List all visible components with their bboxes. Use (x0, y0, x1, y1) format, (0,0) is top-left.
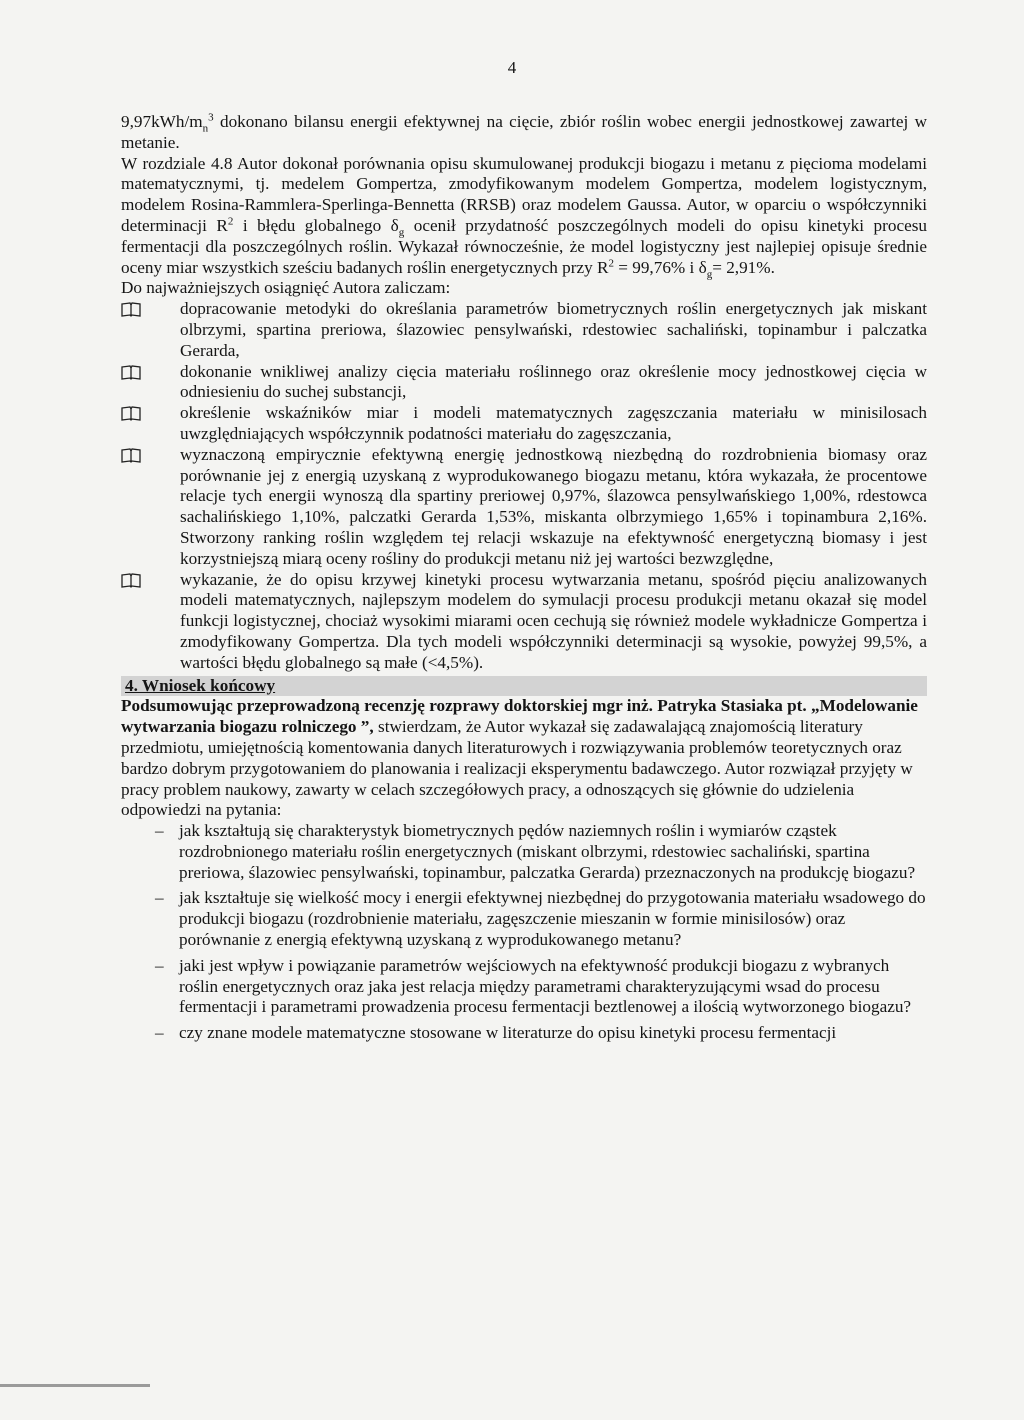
r2-superscript: 2 (227, 215, 234, 228)
delta-subscript: g (398, 226, 405, 239)
dash-marker: – (155, 1023, 164, 1043)
achievement-text: wykazanie, że do opisu krzywej kinetyki procesu wytwarzania metanu, spośród pięciu analizowanych modeli matematycznych, najlepszym modelem do symulacji procesu produkcji metanu okazał się model funkcji logistycznej, chociaż wysokimi miarami ocen cechują się również modele wykładnicze Gompertza i zmodyfikowany Gompertza. Dla tych modeli współczynniki determinacji są wysokie, powyżej 99,5%, a wartości błędu globalnego są małe (<4,5%). (180, 569, 927, 672)
document-body (121, 112, 927, 1044)
chapter-summary-paragraph (121, 154, 927, 279)
intro-paragraph (121, 112, 927, 154)
book-icon (121, 365, 141, 380)
delta-subscript-2: g (706, 268, 713, 281)
achievement-item (121, 362, 927, 404)
question-item (121, 888, 927, 950)
question-item (121, 956, 927, 1018)
questions-list (121, 821, 927, 1044)
question-text: jak kształtuje się wielkość mocy i energii efektywnej niezbędnej do przygotowania materiału wsadowego do produkcji biogazu (rozdrobnienie materiału, zagęszczenie mieszanin w formie minisilosów) oraz porównanie z energią efektywną uzyskaną z wyprodukowanego metanu? (179, 888, 926, 950)
dash-marker: – (155, 955, 164, 975)
conclusion-bold-intro: Podsumowując przeprowadzoną recenzję rozprawy doktorskiej mgr inż. Patryka Stasiaka pt. „Modelowanie wytwarzania biogazu rolniczego ”, (121, 696, 918, 737)
question-item (121, 1023, 927, 1044)
book-icon (121, 573, 141, 588)
scan-edge-line (0, 1384, 150, 1387)
unit-superscript: 3 (208, 111, 214, 124)
achievement-text: wyznaczoną empirycznie efektywną energię jednostkową niezbędną do rozdrobnienia biomasy oraz porównanie jej z energią uzyskaną z wyprodukowanego biogazu metanu, która wykazała, że procentowe relacje tych energii wynoszą dla spartiny preriowej 0,97%, ślazowca pensylwańskiego 1,00%, rdestowca sachalińskiego 1,10%, palczatki Gerarda 1,53%, miskanta olbrzymiego 1,65% i topinambura 2,16%. Stworzony ranking roślin względem tej relacji wskazuje na efektywność energetyczną biomasy i jest korzystniejszą miarą oceny rośliny do produkcji metanu niż jej wartości bezwzględne, (180, 444, 927, 568)
dash-marker: – (155, 821, 164, 841)
achievement-text: dopracowanie metodyki do określania parametrów biometrycznych roślin energetycznych jak miskant olbrzymi, spartina preriowa, ślazowiec pensylwański, rdestowiec sachaliński, topinambur i palczatka Gerarda, (180, 299, 927, 360)
achievement-text: dokonanie wnikliwej analizy cięcia materiału roślinnego oraz określenie mocy jednostkowej cięcia w odniesieniu do suchej substancji, (180, 361, 927, 402)
conclusion-paragraph (121, 696, 927, 821)
achievement-item (121, 445, 927, 570)
achievements-lead: Do najważniejszych osiągnięć Autora zaliczam: (121, 278, 451, 298)
achievement-item (121, 299, 927, 361)
page-number: 4 (507, 58, 517, 77)
summary-text-e: = 2,91%. (712, 257, 775, 277)
question-text: jak kształtują się charakterystyk biometrycznych pędów naziemnych roślin i wymiarów cząstek rozdrobnionego materiału roślin energetycznych (miskant olbrzymi, rdestowiec sachaliński, spartina preriowa, ślazowiec pensylwański, topinambur, palczatka Gerarda) przeznaczonych na produkcję biogazu? (179, 821, 916, 882)
question-text: jaki jest wpływ i powiązanie parametrów wejściowych na efektywność produkcji biogazu z wybranych roślin energetycznych oraz jaka jest relacja między parametrami charakteryzującymi wsad do procesu fermentacji i parametrami prowadzenia procesu fermentacji beztlenowej a ilością wytworzonego biogazu? (179, 955, 912, 1017)
book-icon (121, 302, 141, 317)
r2-superscript-2: 2 (608, 256, 614, 269)
book-icon (121, 448, 141, 463)
question-text: czy znane modele matematyczne stosowane w literaturze do opisu kinetyki procesu fermentacji (179, 1023, 837, 1043)
achievement-item (121, 570, 927, 674)
section-heading: 4. Wniosek końcowy (121, 676, 927, 697)
achievement-item (121, 403, 927, 445)
intro-text-a: 9,97kWh/m (121, 112, 203, 131)
dash-marker: – (155, 888, 164, 908)
summary-text-b: i błędu globalnego δ (233, 215, 399, 235)
intro-text-b: dokonano bilansu energii efektywnej na cięcie, zbiór roślin wobec energii jednostkowej zawartej w metanie. (121, 112, 927, 152)
summary-text-c: ocenił przydatność poszczególnych modeli do opisu kinetyki procesu fermentacji dla poszczególnych roślin. Wykazał równocześnie, że model logistyczny jest najlepiej opisuje średnie oceny miar wszystkich sześciu badanych roślin energetycznych przy R (121, 215, 927, 277)
summary-text-d: = 99,76% i δ (613, 257, 707, 277)
achievements-list (121, 299, 927, 673)
book-icon (121, 406, 141, 421)
unit-subscript: n (202, 122, 209, 135)
conclusion-body: stwierdzam, że Autor wykazał się zadawalającą znajomością literatury przedmiotu, umiejętnością komentowania danych literaturowych i rozwiązywania problemów teoretycznych oraz bardzo dobrym przygotowaniem do planowania i realizacji eksperymentu badawczego. Autor rozwiązał przyjęty w pracy problem naukowy, zawarty w celach szczegółowych pracy, a odnoszących się głównie do udzielenia odpowiedzi na pytania: (121, 717, 913, 820)
question-item (121, 821, 927, 883)
summary-text-a: W rozdziale 4.8 Autor dokonał porównania opisu skumulowanej produkcji biogazu i metanu z pięcioma modelami matematycznymi, tj. medelem Gompertza, zmodyfikowanym modelem Gompertza, modelem logistycznym, modelem Rosina-Rammlera-Sperlinga-Bennetta (RRSB) oraz modelem Gaussa. Autor, w oparciu o współczynniki determinacji R (121, 153, 927, 235)
achievement-text: określenie wskaźników miar i modeli matematycznych zagęszczania materiału w minisilosach uwzględniających współczynnik podatności materiału do zagęszczania, (180, 403, 927, 443)
